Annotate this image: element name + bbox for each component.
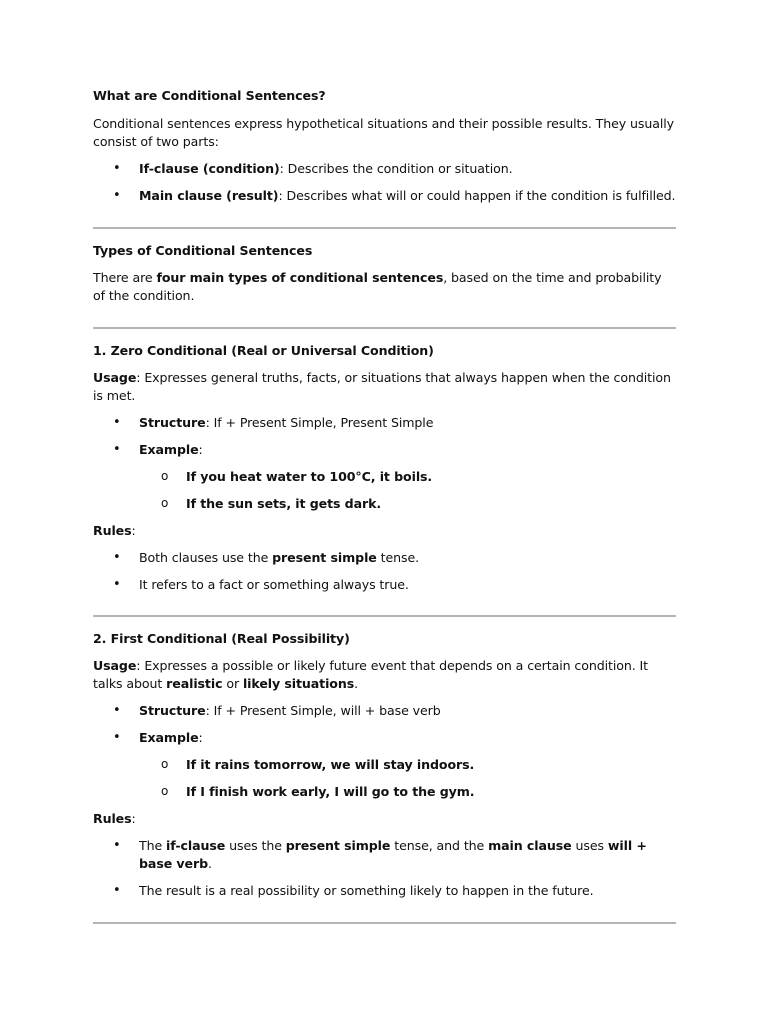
types-paragraph <box>93 269 676 305</box>
zero-rules-label <box>93 522 676 540</box>
example-sentence: If it rains tomorrow, we will stay indoors. <box>186 757 475 772</box>
first-example-list <box>93 756 676 801</box>
structure-text: : If + Present Simple, will + base verb <box>205 703 441 718</box>
example-label: Example <box>139 730 199 745</box>
list-item <box>93 441 676 459</box>
list-item <box>93 549 676 567</box>
emphasis: will + base verb <box>139 838 647 871</box>
description: : Describes the condition or situation. <box>279 161 513 176</box>
zero-example-list <box>93 468 676 513</box>
text-run: It refers to a fact or something always true. <box>139 577 409 592</box>
text-run: uses the <box>225 838 286 853</box>
text-run: . <box>354 676 359 691</box>
list-item <box>93 495 676 513</box>
bullet-icon: • <box>113 188 121 203</box>
list-item <box>93 160 676 178</box>
emphasis: present simple <box>285 838 391 853</box>
description: : Describes what will or could happen if the condition is fulfilled. <box>278 188 676 203</box>
bullet-icon: • <box>113 838 121 853</box>
usage-label: Usage <box>93 658 137 673</box>
colon: : <box>131 811 136 826</box>
circle-bullet-icon: o <box>161 784 169 798</box>
text-run: tense, and the <box>390 838 489 853</box>
bullet-icon: • <box>113 703 121 718</box>
circle-bullet-icon: o <box>161 469 169 483</box>
colon: : <box>198 442 203 457</box>
text-run: uses <box>571 838 608 853</box>
example-label: Example <box>139 442 199 457</box>
zero-rules-list <box>93 549 676 594</box>
bullet-icon: • <box>113 577 121 592</box>
structure-label: Structure <box>139 415 206 430</box>
usage-label: Usage <box>93 370 137 385</box>
first-conditional-heading: 2. First Conditional (Real Possibility) <box>93 631 350 646</box>
text-run: or <box>222 676 243 691</box>
text-run: . <box>208 856 212 871</box>
structure-text: : If + Present Simple, Present Simple <box>205 415 434 430</box>
emphasis: realistic <box>166 676 223 691</box>
list-item <box>93 187 676 205</box>
bullet-icon: • <box>113 883 121 898</box>
text-run: The <box>139 838 167 853</box>
first-rules-list <box>93 837 676 900</box>
list-item <box>93 729 676 747</box>
intro-paragraph: Conditional sentences express hypothetical situations and their possible results. They usually consist of two parts: <box>93 116 675 149</box>
bullet-icon: • <box>113 161 121 176</box>
emphasis: likely situations <box>242 676 355 691</box>
circle-bullet-icon: o <box>161 757 169 771</box>
list-item <box>93 837 676 873</box>
bullet-icon: • <box>113 730 121 745</box>
emphasis: four main types of conditional sentences <box>156 270 444 285</box>
text-run: , based on the time and probability of the condition. <box>93 270 662 303</box>
term: Main clause (result) <box>139 188 279 203</box>
emphasis: main clause <box>488 838 572 853</box>
emphasis: present simple <box>272 550 377 565</box>
zero-conditional-heading: 1. Zero Conditional (Real or Universal Condition) <box>93 343 434 358</box>
intro-heading: What are Conditional Sentences? <box>93 88 326 103</box>
list-item <box>93 702 676 720</box>
types-heading: Types of Conditional Sentences <box>93 243 313 258</box>
list-item <box>93 882 676 900</box>
colon: : <box>131 523 136 538</box>
list-item <box>93 756 676 774</box>
section-divider <box>93 327 676 329</box>
rules-label: Rules <box>93 523 132 538</box>
bullet-icon: • <box>113 415 121 430</box>
document-content <box>93 87 676 924</box>
list-item <box>93 414 676 432</box>
bullet-icon: • <box>113 550 121 565</box>
structure-label: Structure <box>139 703 206 718</box>
intro-bullet-list <box>93 160 676 205</box>
example-sentence: If the sun sets, it gets dark. <box>186 496 382 511</box>
zero-bullet-list <box>93 414 676 459</box>
section-divider <box>93 615 676 617</box>
text-run: tense. <box>376 550 420 565</box>
text-run: The result is a real possibility or something likely to happen in the future. <box>139 883 594 898</box>
example-sentence: If I finish work early, I will go to the gym. <box>186 784 475 799</box>
text-run: Both clauses use the <box>139 550 273 565</box>
first-usage-paragraph <box>93 657 676 693</box>
colon: : <box>198 730 203 745</box>
section-divider <box>93 227 676 229</box>
list-item <box>93 783 676 801</box>
list-item <box>93 576 676 594</box>
text-run: There are <box>93 270 157 285</box>
emphasis: if-clause <box>166 838 226 853</box>
rules-label: Rules <box>93 811 132 826</box>
circle-bullet-icon: o <box>161 496 169 510</box>
example-sentence: If you heat water to 100°C, it boils. <box>186 469 433 484</box>
bullet-icon: • <box>113 442 121 457</box>
first-rules-label <box>93 810 676 828</box>
usage-text: : Expresses general truths, facts, or situations that always happen when the condition is met. <box>93 370 671 403</box>
usage-text: : Expresses a possible or likely future event that depends on a certain condition. It talks about <box>93 658 648 691</box>
term: If-clause (condition) <box>139 161 280 176</box>
section-divider <box>93 922 676 924</box>
zero-usage-paragraph <box>93 369 676 405</box>
list-item <box>93 468 676 486</box>
first-bullet-list <box>93 702 676 747</box>
